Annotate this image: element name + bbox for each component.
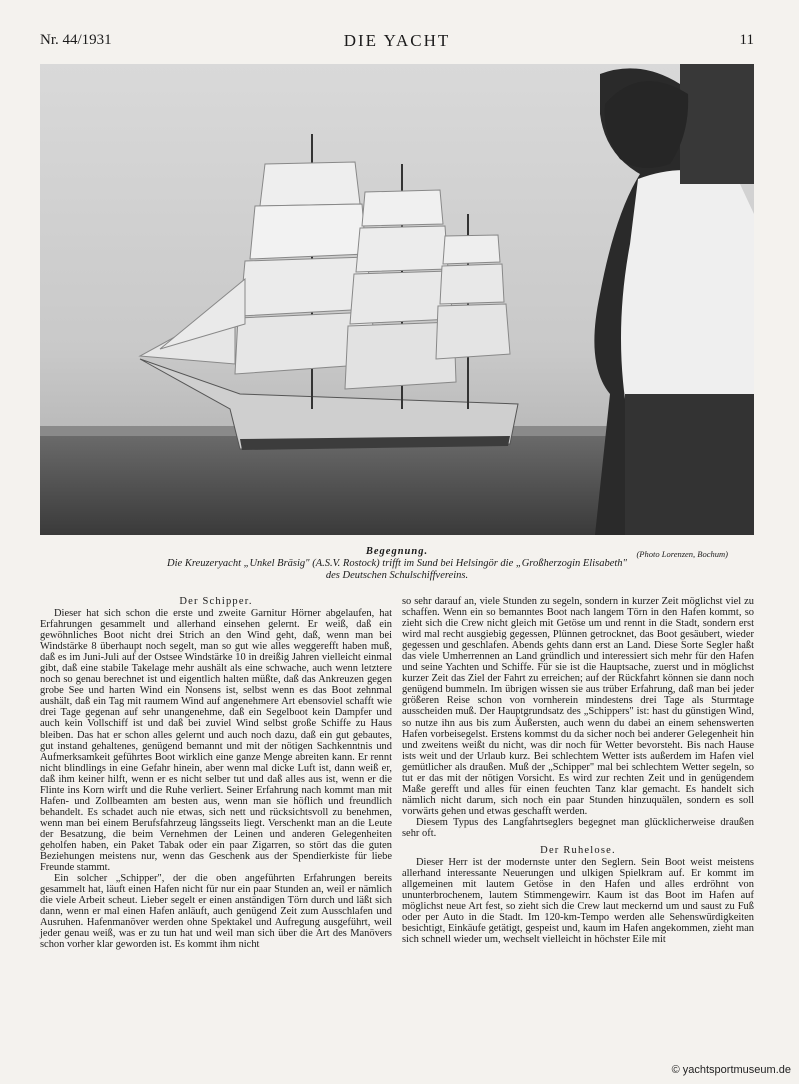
section-heading-ruhelose: Der Ruhelose. xyxy=(540,845,616,857)
page-number: 11 xyxy=(739,32,754,48)
paragraph: Diesem Typus des Langfahrtseglers begegnet man glücklicherweise draußen sehr oft. xyxy=(402,816,754,839)
paragraph: Dieser Herr ist der modernste unter den Seglern. Sein Boot weist meistens allerhand interessante Neuerungen und ulkigen Spielkram auf. Er kommt im allgemeinen mit lautem Getöse in den Hafen und alles erdröhnt von ununterbrochenem, lautem Stimmengewirr. Kaum ist das Boot im Hafen auf möglichst neue Art fest, so zieht sich die Crew laut meckernd um und saust zu Fuß oder per Auto in die Stadt. Im 120-km-Tempo werden alle Sehenswürdigkeiten besichtigt, Einkäufe getätigt, gespeist und, kaum im Hafen angekommen, zieht man sich schnell wieder um, wechselt vielleicht in höchster Eile mit xyxy=(402,857,754,946)
issue-number: Nr. 44/1931 xyxy=(40,32,112,48)
caption-title: Begegnung. xyxy=(365,546,429,557)
caption-line-2: des Deutschen Schulschiffvereins. xyxy=(325,570,469,581)
museum-watermark: © yachtsportmuseum.de xyxy=(671,1064,791,1076)
magazine-title: DIE YACHT xyxy=(343,31,451,50)
photo-caption xyxy=(40,546,754,582)
paragraph-continuation: so sehr darauf an, viele Stunden zu segeln, sondern in kurzer Zeit möglichst viel zu schaffen. Wenn ein so bemanntes Boot nach langem Törn in den Hafen kommt, so zieht sich die Crew nicht gleich mit Getöse um und rennt in die Stadt, sondern erst wird mal recht ausgiebig gegessen, Plünnen getrocknet, das Boot gesäubert, wieder gegessen und geschlafen. Abends gehts dann erst an Land. Diese Sorte Segler haßt das viele Umherrennen an Land gründlich und interessiert sich mehr für den Hafen und seine Yachten und Schiffe. Für sie ist die Hauptsache, zuerst und in möglichst kurzer Zeit das Ziel der Fahrt zu erreichen; auf der Rückfahrt können sie dann noch genügend bummeln. Im übrigen wissen sie aus trüber Erfahrung, daß man bei jeder größeren Reise schon von vornherein mindestens drei Tage als Sturmtage ausscheiden muß. Der Hauptgrundsatz des „Schippers" ist: hast du günstigen Wind, so nutze ihn aus bis zum Äußersten, auch wenn du dabei an einem sehenswerten Hafen vorbeisegelst. Erstens kommst du da sicher noch bei anderer Gelegenheit hin und zweitens weißt du nicht, was dir noch für Wetter bevorsteht. Bis nach Hause ists weit und der Urlaub kurz. Bei schlechtem Wetter ists außerdem im Hafen viel gemütlicher als draußen. Muß der „Schipper" mal bei schlechtem Wetter segeln, so tut er das mit der nötigen Vorsicht. Es wird zur rechten Zeit und in genügendem Maße gerefft und alles für einen feuchten Tanz klar gemacht. Es handelt sich nämlich nicht darum, sich noch ein paar Stunden hinzuquälen, sondern es soll vorwärts gehen und etwas geschafft werden. xyxy=(402,596,754,817)
ship-photo-drawing xyxy=(40,64,754,535)
caption-line-1: Die Kreuzeryacht „Unkel Bräsig" (A.S.V. Rostock) trifft im Sund bei Helsingör die „Großherzogin Elisabeth" xyxy=(167,558,627,569)
paragraph: Dieser hat sich schon die erste und zweite Garnitur Hörner abgelaufen, hat Erfahrungen gesammelt und allerhand einsehen gelernt. Er weiß, daß ein gewöhnliches Boot nicht drei Strich an den Wind geht, daß, wenn man bei Windstärke 8 überhaupt noch segelt, man so gut wie alles weggerefft haben muß, daß es im Juni-Juli auf der Ostsee Windstärke 10 in dreißig Jahren vielleicht einmal gibt, daß eine stabile Takelage mehr aushält als eine schwache, auch wenn letztere noch so genau berechnet ist und eigentlich halten müßte, daß das Ankreuzen gegen grobe See und harten Wind ein Nonsens ist, selbst wenn es das Boot zehnmal aushält, daß ein Tag mit raumem Wind auf angenehmere Art ebensoviel schafft wie drei Tage gegenan auf sehr unangenehme, daß ein Segelboot kein Dampfer und auch kein Vollschiff ist und daß bei zuviel Wind selbst große Schiffe zu Haus bleiben. Das hat er schon alles gelernt und auch noch dazu, daß ein gut gebautes, gut instand gehaltenes, genügend bemannt und mit der nötigen Sachkenntnis und Aufmerksamkeit geführtes Boot wirklich eine ganze Menge abreiten kann. Er rennt nicht blindlings in eine Gefahr hinein, aber wenn mal dicke Luft ist, dann weiß er, daß ihm keiner hilft, wenn er es nicht selber tut und daß alles aus ist, wenn er die Flinte ins Korn wirft und die Ruhe verliert. Seiner Erfahrung nach kommt man mit Hafen- und Zollbeamten am besten aus, wenn man sie höflich und freundlich behandelt. Es schadet auch nie etwas, sich nett und rücksichtsvoll zu benehmen, wenn man bei einem Berufsfahrzeug längsseits liegt. Verschenkt man an die Leute der Besatzung, die beim Vernehmen der Leinen und anderen Gelegenheiten geholfen haben, ein Paket Tabak oder ein paar Zigarren, so stört das die guten Beziehungen meistens nur, wenn das Geschenk aus der Spendierkiste für liebe Freunde stammt. xyxy=(40,608,392,874)
photo-credit: (Photo Lorenzen, Bochum) xyxy=(636,549,728,559)
section-heading-schipper: Der Schipper. xyxy=(179,596,253,607)
text-column-left xyxy=(40,596,392,950)
ship-photograph xyxy=(40,64,754,535)
page-header xyxy=(40,32,754,52)
text-column-right xyxy=(402,596,754,945)
paragraph: Ein solcher „Schipper", der die oben angeführten Erfahrungen bereits gesammelt hat, läuft einen Hafen nicht für nur ein paar Stunden an, weil er nämlich die viele Arbeit scheut. Lieber segelt er einen anständigen Törn durch und läßt sich dann, wenn er mal einen Hafen anläuft, auch genügend Zeit zum Ausschlafen und Ausruhen. Hafenmanöver werden ohne Spektakel und Aufregung ausgeführt, weil jeder genau weiß, was er zu tun hat und weil man sich über die Art des Manövers schon vorher klar geworden ist. Es kommt ihm nicht xyxy=(40,873,392,951)
